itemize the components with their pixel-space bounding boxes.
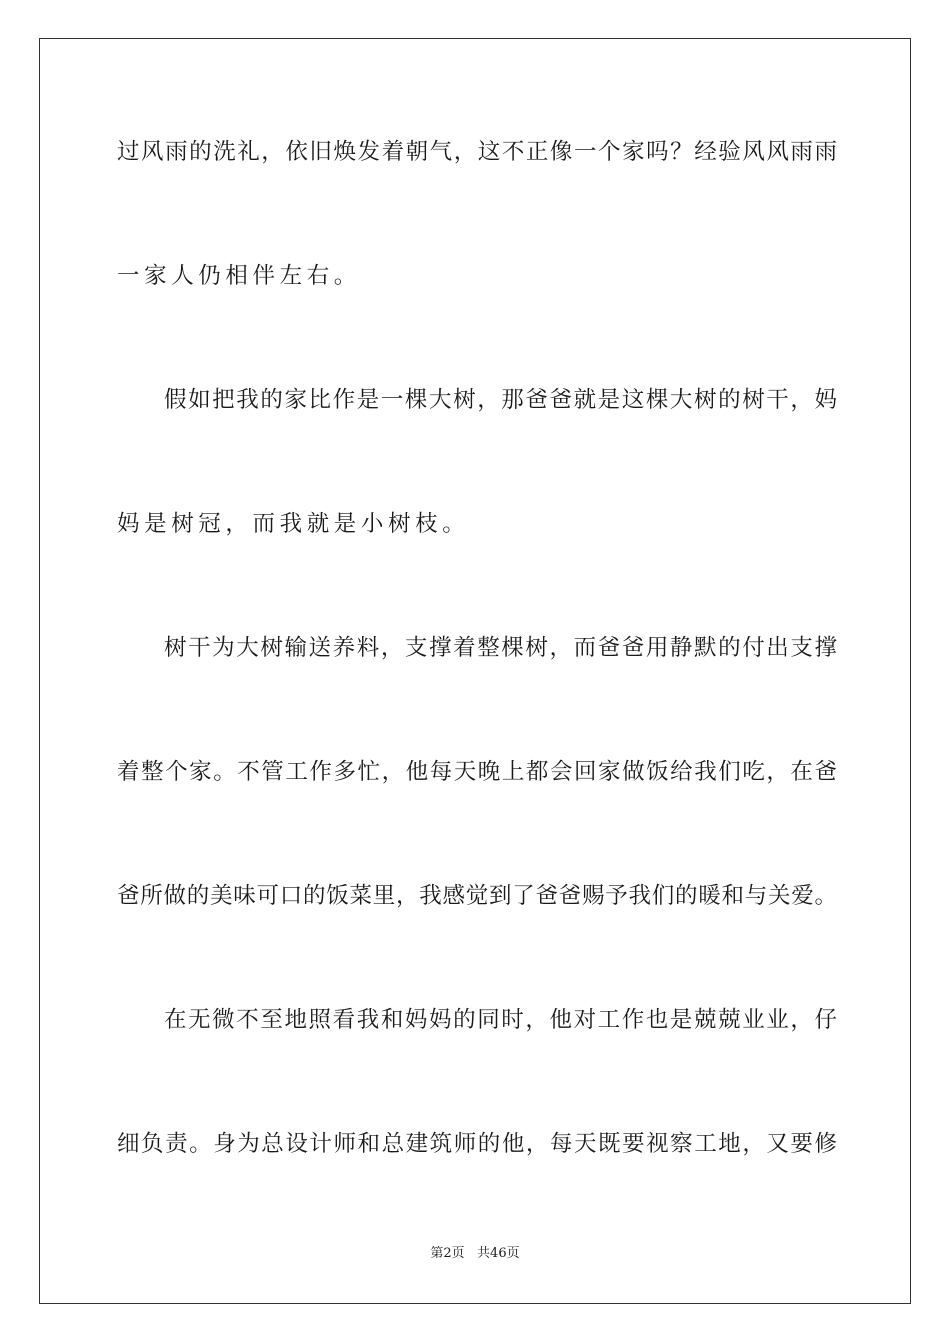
page-border — [39, 38, 911, 1304]
text-line-9: 细负责。身为总设计师和总建筑师的他，每天既要视察工地，又要修 — [117, 1131, 837, 1157]
text-line-5: 树干为大树输送养料，支撑着整棵树，而爸爸用静默的付出支撑 — [164, 635, 837, 661]
text-line-7: 爸所做的美味可口的饭菜里，我感觉到了爸爸赐予我们的暖和与关爱。 — [117, 883, 837, 909]
text-line-6: 着整个家。不管工作多忙，他每天晚上都会回家做饭给我们吃，在爸 — [117, 759, 837, 785]
page-number-footer: 第2页 共46页 — [430, 1246, 520, 1261]
text-line-4: 妈是树冠，而我就是小树枝。 — [117, 511, 470, 537]
text-line-8: 在无微不至地照看我和妈妈的同时，他对工作也是兢兢业业，仔 — [164, 1007, 837, 1033]
text-line-2: 一家人仍相伴左右。 — [117, 263, 361, 289]
text-line-1: 过风雨的洗礼，依旧焕发着朝气，这不正像一个家吗？经验风风雨雨 — [117, 139, 837, 165]
text-line-3: 假如把我的家比作是一棵大树，那爸爸就是这棵大树的树干，妈 — [164, 387, 837, 413]
